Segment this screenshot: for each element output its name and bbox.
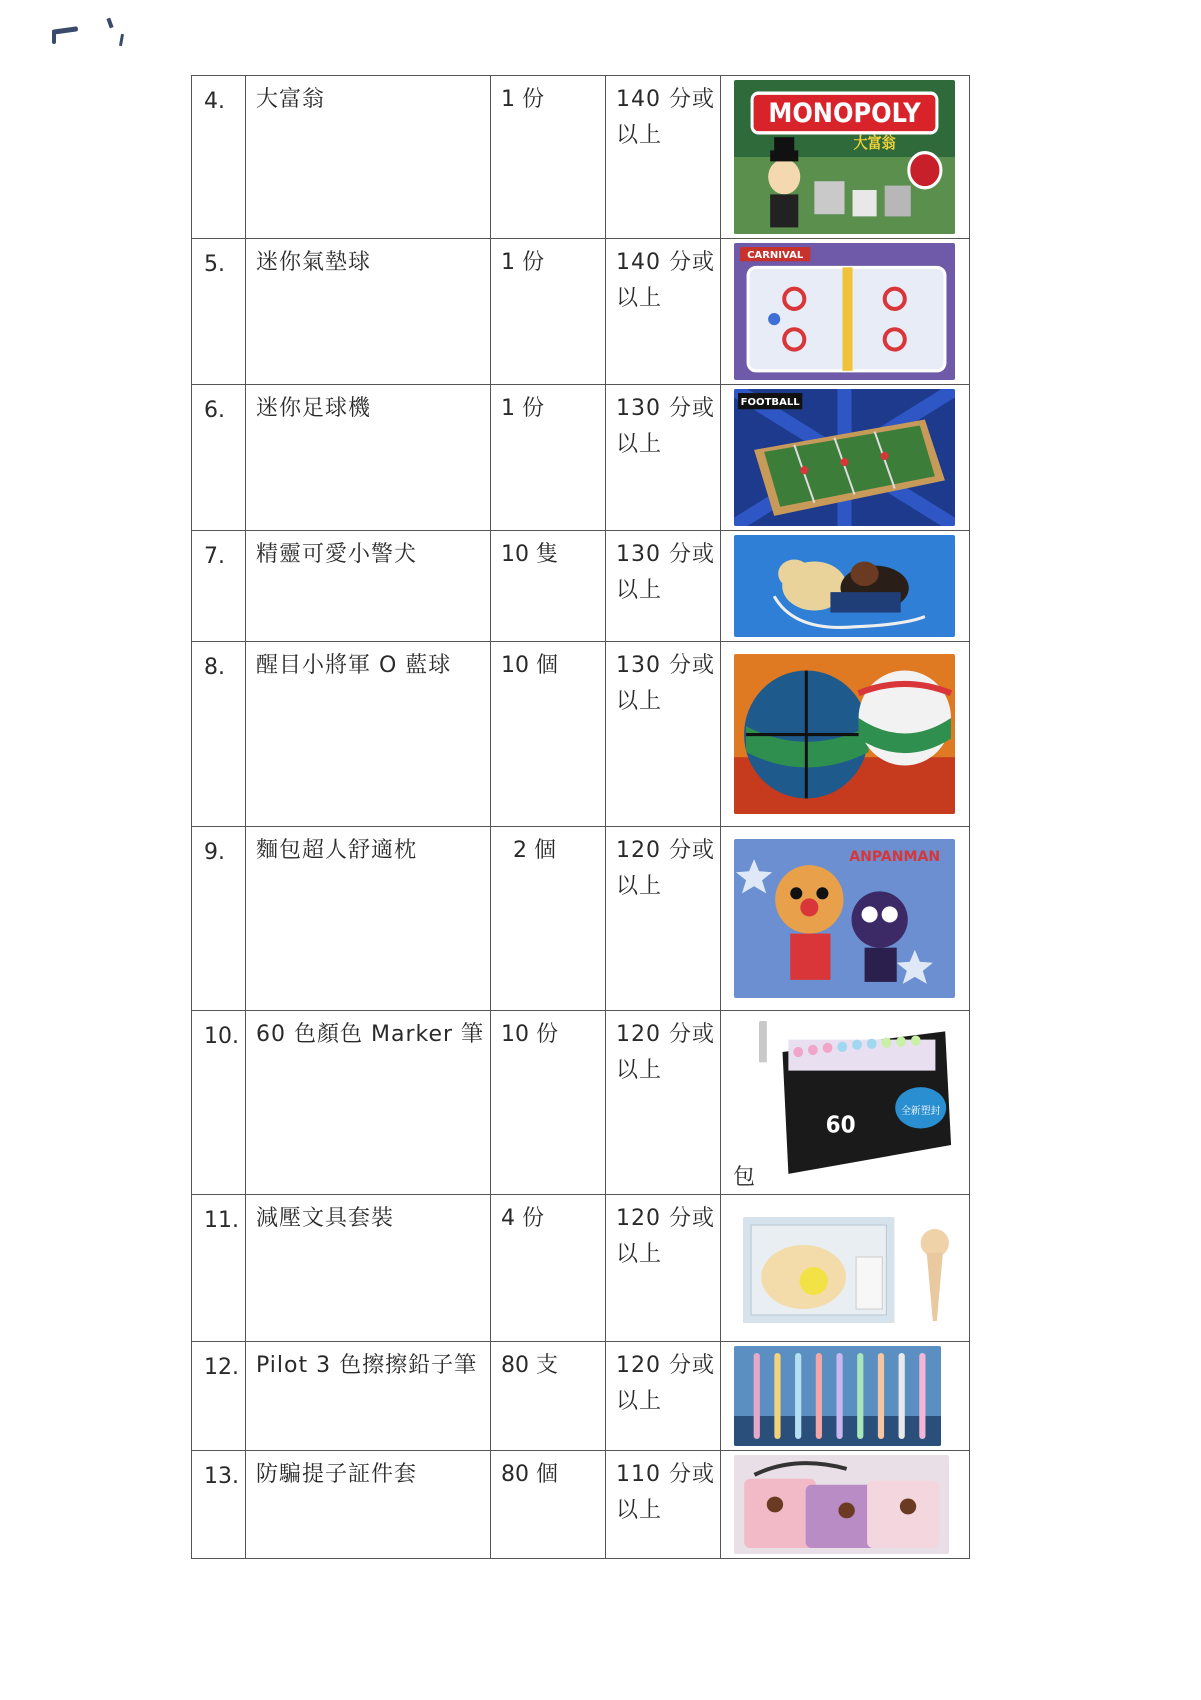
svg-text:全新塑封: 全新塑封 [901,1105,941,1118]
row-number: 8. [192,642,246,827]
row-number: 7. [192,531,246,642]
required-score: 130 分或 以上 [606,531,721,642]
table-row [192,1342,970,1451]
table-row [192,76,970,239]
required-score: 120 分或 以上 [606,1342,721,1451]
prize-quantity: 10 個 [491,642,606,827]
prize-quantity: 4 份 [491,1195,606,1342]
prize-quantity: 80 支 [491,1342,606,1451]
scan-mark [119,34,124,46]
stationery-set-image [743,1217,955,1327]
row-number: 11. [192,1195,246,1342]
svg-text:大富翁: 大富翁 [853,134,896,153]
prize-name: 精靈可愛小警犬 [246,531,491,642]
svg-text:FOOTBALL: FOOTBALL [740,397,800,409]
svg-text:ANPANMAN: ANPANMAN [849,849,941,866]
prize-name: 醒目小將軍 O 藍球 [246,642,491,827]
pilot-pens-image [734,1346,941,1446]
prize-image-cell [721,531,970,642]
required-score: 130 分或 以上 [606,642,721,827]
required-score: 130 分或 以上 [606,385,721,531]
row-number: 10. [192,1011,246,1195]
table-row [192,1011,970,1195]
plush-puppies-image [734,535,955,637]
prize-quantity: 80 個 [491,1451,606,1559]
required-score: 140 分或 以上 [606,239,721,385]
row-number: 6. [192,385,246,531]
prize-quantity: 1 份 [491,385,606,531]
prize-image-cell [721,385,970,531]
required-score: 120 分或 以上 [606,1195,721,1342]
required-score: 140 分或 以上 [606,76,721,239]
prize-table [191,75,970,1559]
monopoly-box-image [734,80,955,234]
prize-image-cell [721,1342,970,1451]
foosball-table-image [734,389,955,526]
table-row [192,827,970,1011]
prize-quantity: 2 個 [491,827,606,1011]
prize-quantity: 1 份 [491,76,606,239]
prize-image-cell [721,76,970,239]
prize-quantity: 10 隻 [491,531,606,642]
prize-name: 麵包超人舒適枕 [246,827,491,1011]
prize-image-cell [721,1451,970,1559]
prize-quantity: 1 份 [491,239,606,385]
row-number: 12. [192,1342,246,1451]
scan-mark [52,30,56,44]
row-number: 5. [192,239,246,385]
row-number: 13. [192,1451,246,1559]
marker-set-image [759,1021,955,1176]
prize-image-cell [721,642,970,827]
prize-name: 大富翁 [246,76,491,239]
prize-image-cell [721,827,970,1011]
air-hockey-image [734,243,955,380]
card-holders-image [734,1455,949,1554]
prize-image-cell [721,239,970,385]
prize-name: 防騙提子証件套 [246,1451,491,1559]
table-row [192,1195,970,1342]
required-score: 120 分或 以上 [606,827,721,1011]
row-number: 9. [192,827,246,1011]
prize-name: 減壓文具套裝 [246,1195,491,1342]
prize-name: 迷你氣墊球 [246,239,491,385]
table-row [192,385,970,531]
table-row [192,1451,970,1559]
monopoly-logo-text: MONOPOLY [768,97,921,129]
table-row [192,531,970,642]
table-row [192,239,970,385]
image-caption: 包 [733,1165,756,1190]
required-score: 120 分或 以上 [606,1011,721,1195]
required-score: 110 分或 以上 [606,1451,721,1559]
row-number: 4. [192,76,246,239]
prize-image-cell [721,1195,970,1342]
table-row [192,642,970,827]
prize-name: 迷你足球機 [246,385,491,531]
anpanman-pillow-image [734,839,955,998]
prize-name: Pilot 3 色擦擦鉛子筆 [246,1342,491,1451]
svg-text:60: 60 [825,1112,856,1139]
prize-quantity: 10 份 [491,1011,606,1195]
prize-image-cell [721,1011,970,1195]
scan-mark [106,18,113,29]
basketballs-image [734,654,955,814]
svg-text:CARNIVAL: CARNIVAL [747,250,804,262]
prize-name: 60 色顏色 Marker 筆 [246,1011,491,1195]
